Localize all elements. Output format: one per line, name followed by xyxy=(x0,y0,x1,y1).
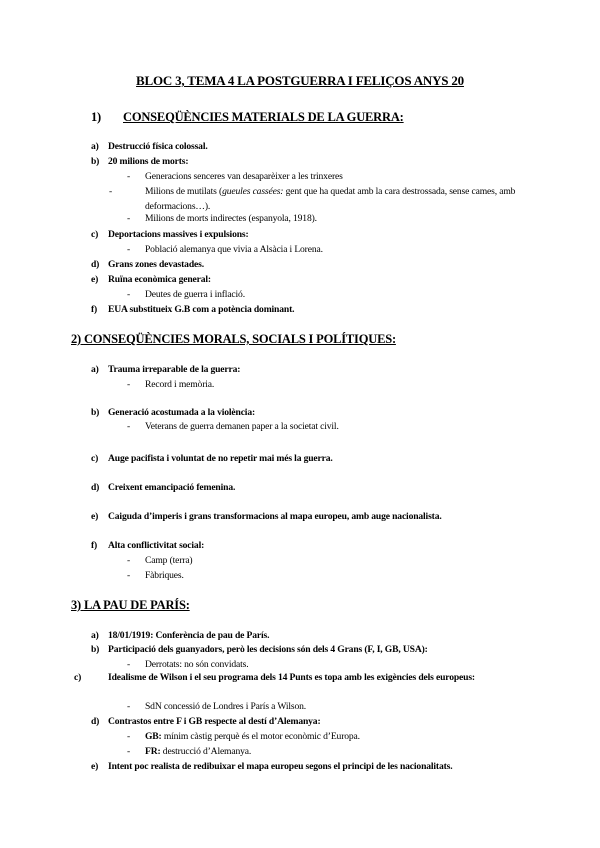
sub-item-label: GB: xyxy=(145,731,162,742)
sub-item: - FR: destrucció d’Alemanya. xyxy=(127,746,252,757)
sub-item: - Generacions senceres van desaparèixer a les trinxeres xyxy=(127,171,343,182)
list-item xyxy=(91,274,211,285)
list-item xyxy=(91,453,333,464)
list-item xyxy=(91,141,208,152)
sub-item-text: Derrotats: no són convidats. xyxy=(145,659,249,670)
list-item xyxy=(74,672,538,685)
sub-item: - GB: mínim càstig perquè és el motor econòmic d’Europa. xyxy=(127,731,360,742)
sub-item-text: Fàbriques. xyxy=(145,570,184,581)
sub-item-text: Generacions senceres van desaparèixer a les trinxeres xyxy=(145,171,343,182)
sub-item-emphasis: gueules cassées: xyxy=(222,186,284,197)
item-marker: c) xyxy=(74,672,82,683)
sub-item-text: gent que ha quedat amb la cara destrossada, sense cames, amb deformacions…). xyxy=(145,186,516,212)
item-text: Participació dels guanyadors, però les decisions són dels 4 Grans (F, I, GB, USA): xyxy=(108,644,428,655)
item-text: Contrastos entre F i GB respecte al destí d’Alemanya: xyxy=(108,716,321,727)
item-text: Trauma irreparable de la guerra: xyxy=(108,364,241,375)
sub-item-text: Milions de mutilats ( xyxy=(145,186,223,197)
item-text: Generació acostumada a la violència: xyxy=(108,407,256,418)
item-marker: c) xyxy=(91,453,99,464)
list-item xyxy=(91,630,269,641)
item-marker: a) xyxy=(91,141,99,152)
item-marker: b) xyxy=(91,644,100,655)
section-number: 1) xyxy=(91,110,102,124)
item-marker: d) xyxy=(91,482,100,493)
list-item xyxy=(91,156,188,167)
sub-item-text: Veterans de guerra demanen paper a la societat civil. xyxy=(145,421,339,432)
item-marker: c) xyxy=(91,229,99,240)
item-marker: d) xyxy=(91,259,100,270)
section-1-heading xyxy=(91,110,404,125)
list-item xyxy=(91,511,442,522)
sub-item-text: Milions de morts indirectes (espanyola, 1918). xyxy=(145,213,317,224)
list-item xyxy=(91,229,249,240)
item-marker: e) xyxy=(91,511,99,522)
sub-item: - SdN concessió de Londres i París a Wilson. xyxy=(127,701,307,712)
list-item xyxy=(91,482,235,493)
item-text: Ruïna econòmica general: xyxy=(108,274,211,285)
list-item xyxy=(91,540,204,551)
sub-item-text: destrucció d’Alemanya. xyxy=(160,746,252,757)
item-text: Deportacions massives i expulsions: xyxy=(108,229,249,240)
item-text: Grans zones devastades. xyxy=(108,259,204,270)
sub-item-text: SdN concessió de Londres i París a Wilson. xyxy=(145,701,307,712)
section-number: 2) xyxy=(71,332,82,346)
item-marker: a) xyxy=(91,630,99,641)
item-text: 20 milions de morts: xyxy=(108,156,189,167)
list-item xyxy=(91,259,204,270)
item-text: Intent poc realista de redibuixar el mapa europeu segons el principi de les nacionalitats. xyxy=(108,761,453,772)
sub-item-text: Població alemanya que vivia a Alsàcia i Lorena. xyxy=(145,244,323,255)
sub-item-text: Record i memòria. xyxy=(145,379,215,390)
sub-item-text: Deutes de guerra i inflació. xyxy=(145,289,245,300)
sub-item: - Fàbriques. xyxy=(127,570,184,581)
list-item xyxy=(91,761,453,772)
item-text: EUA substitueix G.B com a potència dominant. xyxy=(108,304,295,315)
item-text: 18/01/1919: Conferència de pau de París. xyxy=(108,630,270,641)
sub-item: - Milions de mutilats (gueules cassées: gent que ha quedat amb la cara destrossada, sense cames, amb deformacions…). xyxy=(109,186,516,212)
item-marker: e) xyxy=(91,274,99,285)
list-item xyxy=(91,644,428,655)
list-item xyxy=(91,364,240,375)
item-marker: e) xyxy=(91,761,99,772)
sub-item-text: Camp (terra) xyxy=(145,555,193,566)
section-number: 3) xyxy=(71,598,82,612)
item-text: Auge pacifista i voluntat de no repetir mai més la guerra. xyxy=(108,453,333,464)
sub-item: - Població alemanya que vivia a Alsàcia i Lorena. xyxy=(127,244,323,255)
list-item xyxy=(91,716,321,727)
item-marker: b) xyxy=(91,407,100,418)
item-marker: a) xyxy=(91,364,99,375)
sub-item: - Deutes de guerra i inflació. xyxy=(127,289,245,300)
document-title: BLOC 3, TEMA 4 LA POSTGUERRA I FELIÇOS ANYS 20 xyxy=(136,73,464,88)
section-3-heading xyxy=(71,598,190,613)
item-marker: b) xyxy=(91,156,100,167)
list-item xyxy=(91,407,255,418)
section-title: CONSEQÜÈNCIES MATERIALS DE LA GUERRA: xyxy=(123,110,404,124)
item-text: Alta conflictivitat social: xyxy=(108,540,205,551)
section-title: LA PAU DE PARÍS: xyxy=(83,598,190,612)
item-marker: d) xyxy=(91,716,100,727)
section-2-heading xyxy=(71,332,396,347)
sub-item-label: FR: xyxy=(145,746,161,757)
item-text: Creixent emancipació femenina. xyxy=(108,482,236,493)
item-marker: f) xyxy=(91,540,98,551)
sub-item: - Milions de morts indirectes (espanyola, 1918). xyxy=(127,213,317,224)
item-text: Destrucció física colossal. xyxy=(108,141,208,152)
sub-item-text: mínim càstig perquè és el motor econòmic d’Europa. xyxy=(161,731,360,742)
section-title: CONSEQÜÈNCIES MORALS, SOCIALS I POLÍTIQUES: xyxy=(83,332,396,346)
item-text: Caiguda d’imperis i grans transformacions al mapa europeu, amb auge nacionalista. xyxy=(108,511,442,522)
item-text: Idealisme de Wilson i el seu programa dels 14 Punts es topa amb les exigències dels europeus: xyxy=(108,672,475,683)
list-item xyxy=(91,304,294,315)
sub-item: - Veterans de guerra demanen paper a la societat civil. xyxy=(127,421,339,432)
sub-item: - Derrotats: no són convidats. xyxy=(127,659,249,670)
item-marker: f) xyxy=(91,304,98,315)
sub-item: - Camp (terra) xyxy=(127,555,193,566)
sub-item: - Record i memòria. xyxy=(127,379,215,390)
